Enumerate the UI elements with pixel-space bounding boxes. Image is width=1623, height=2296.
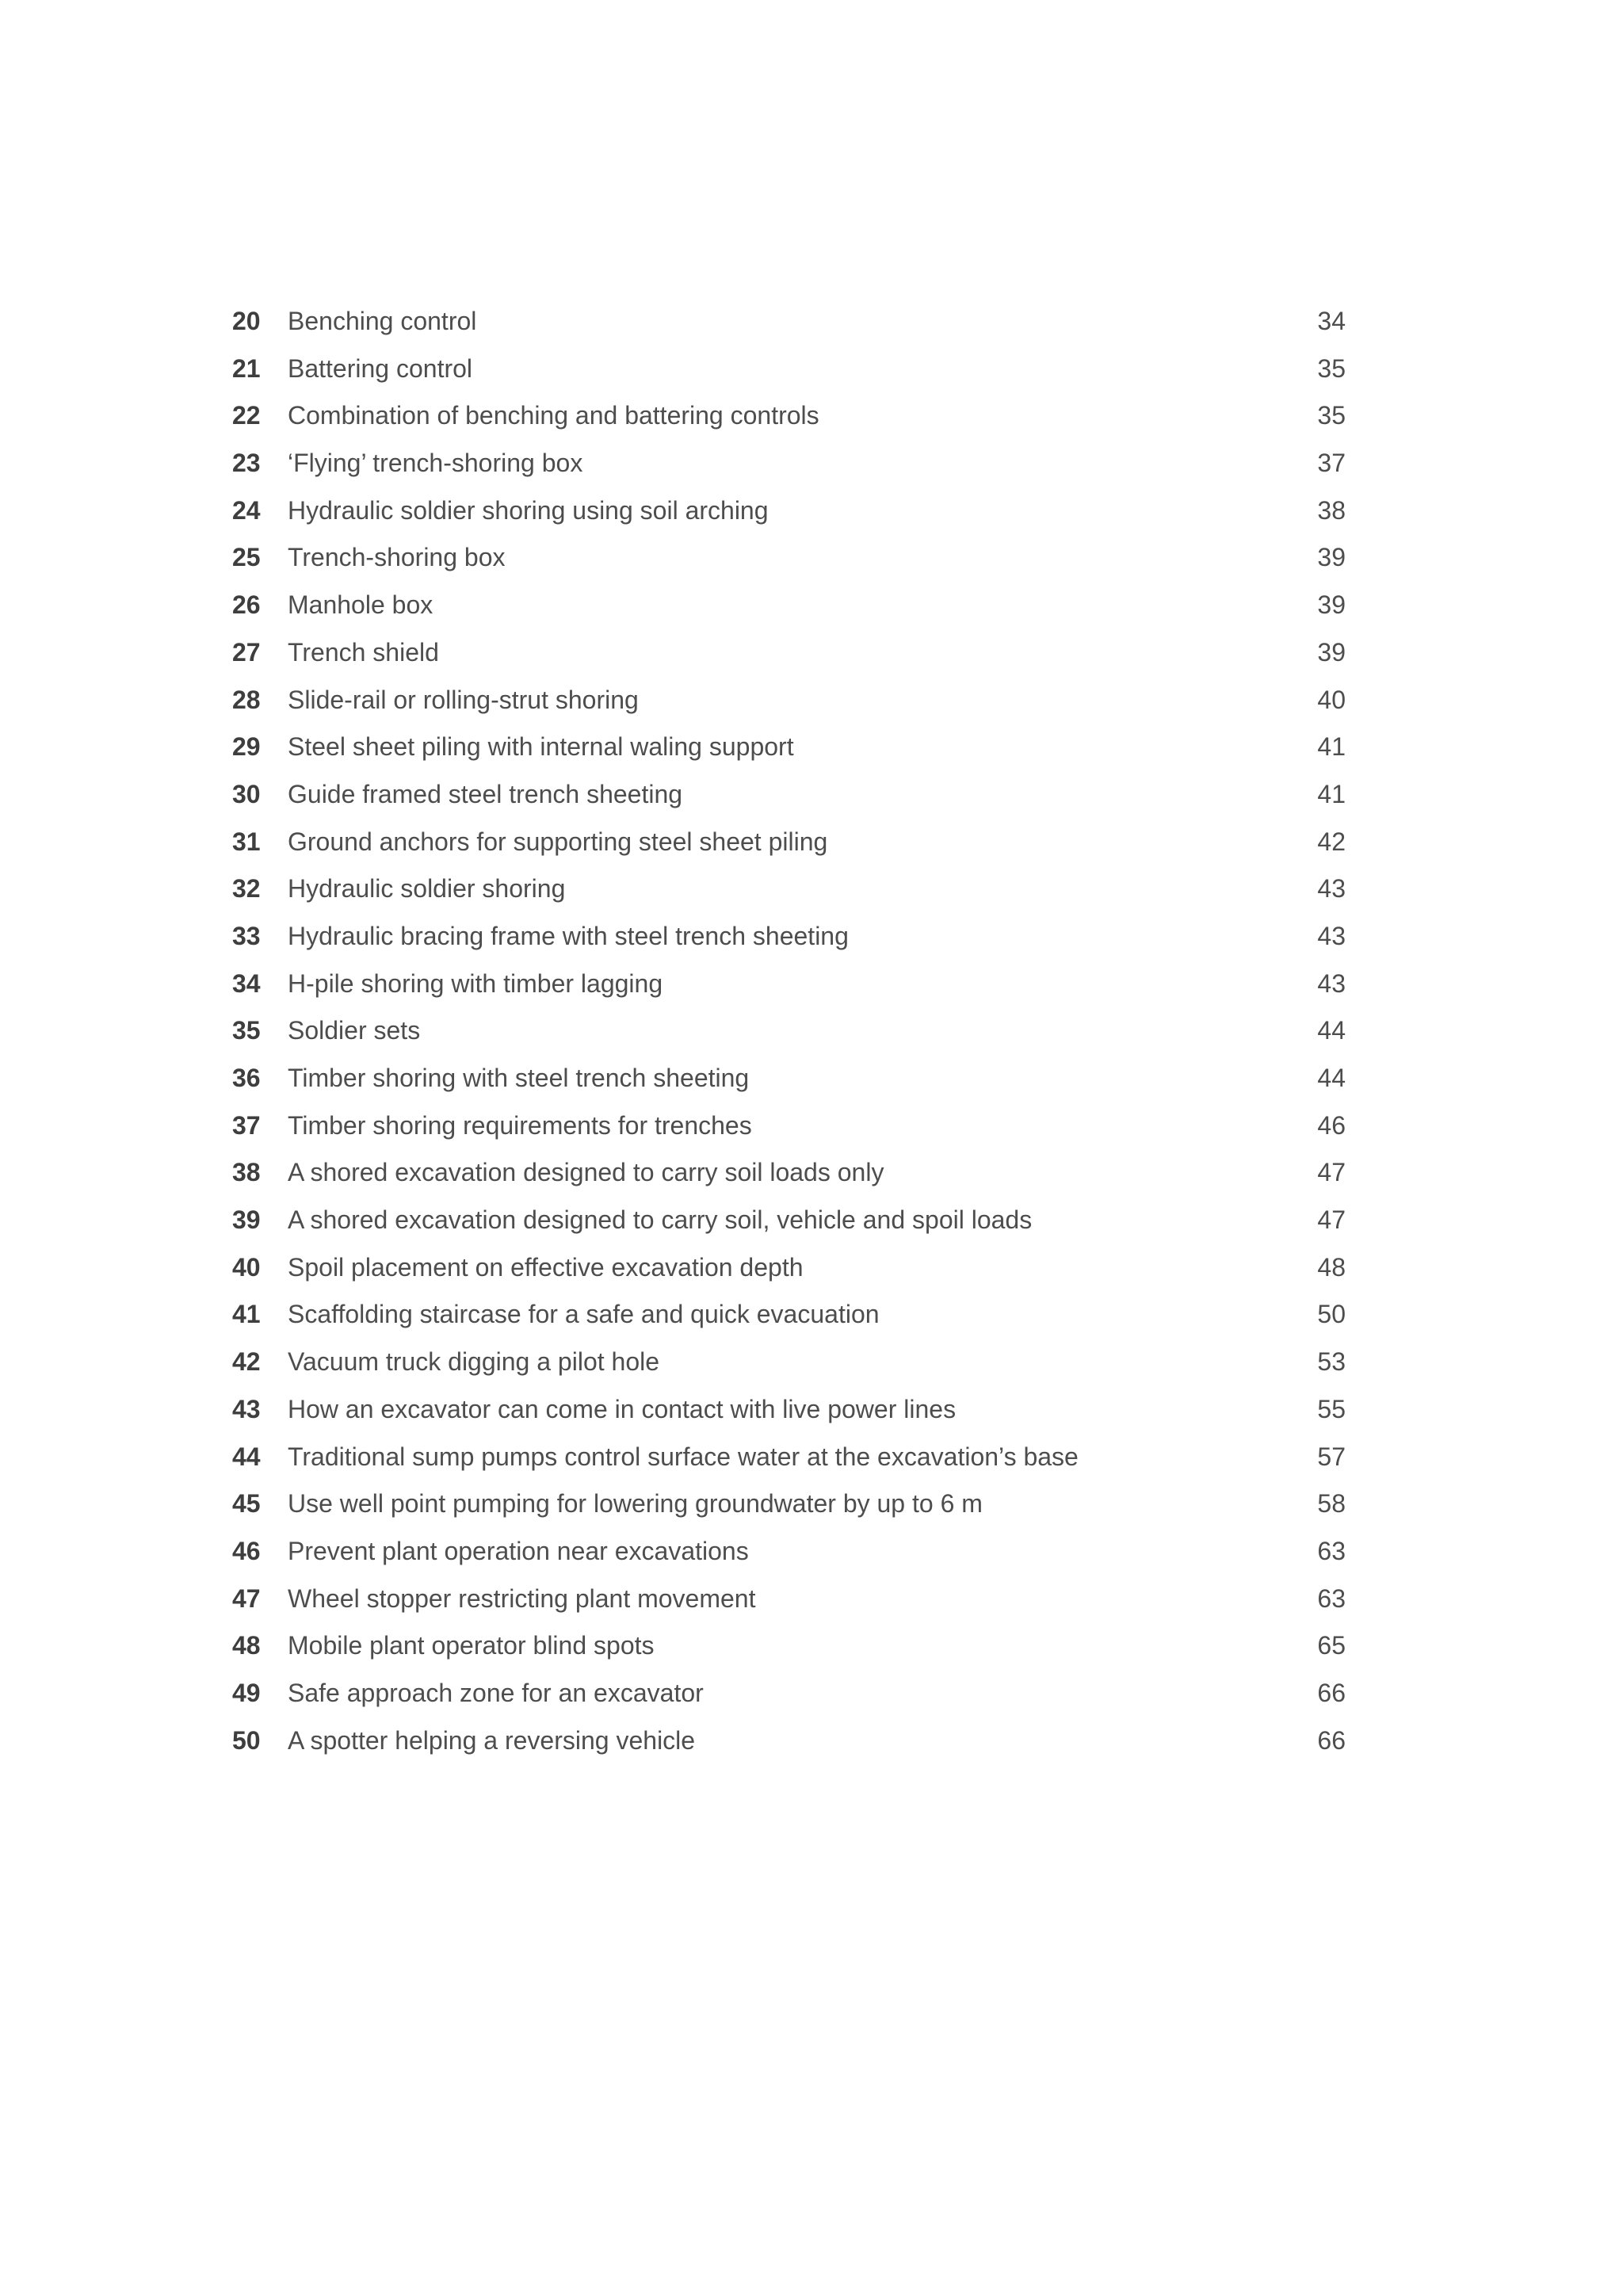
figure-number: 23 (232, 449, 261, 478)
toc-entry[interactable] (232, 1576, 1346, 1623)
toc-entry[interactable] (232, 724, 1346, 771)
toc-entry[interactable] (232, 1528, 1346, 1576)
figure-number: 40 (232, 1252, 261, 1282)
figure-number: 34 (232, 968, 261, 998)
figure-title: Slide-rail or rolling-strut shoring (288, 685, 639, 714)
figure-number: 21 (232, 353, 261, 383)
figure-title: H-pile shoring with timber lagging (288, 968, 663, 998)
figure-number: 29 (232, 732, 261, 762)
figure-list (232, 298, 1346, 1764)
figure-title: Soldier sets (288, 1016, 421, 1045)
figure-number: 25 (232, 543, 261, 572)
figure-title: Timber shoring requirements for trenches (288, 1110, 752, 1140)
figure-number: 44 (232, 1442, 261, 1471)
figure-title: Guide framed steel trench sheeting (288, 779, 683, 808)
figure-number: 27 (232, 637, 261, 667)
toc-entry[interactable] (232, 1102, 1346, 1150)
figure-number: 30 (232, 779, 261, 808)
page-number: 37 (1317, 449, 1346, 478)
figure-title: Use well point pumping for lowering groundwater by up to 6 m (288, 1489, 983, 1519)
page-number: 46 (1317, 1110, 1346, 1140)
figure-number: 37 (232, 1110, 261, 1140)
toc-entry[interactable] (232, 346, 1346, 393)
toc-entry[interactable] (232, 1149, 1346, 1197)
page-number: 42 (1317, 827, 1346, 856)
figure-title: Benching control (288, 307, 477, 335)
figure-number: 42 (232, 1347, 261, 1377)
figure-number: 45 (232, 1489, 261, 1519)
figure-title: How an excavator can come in contact with live power lines (288, 1394, 957, 1423)
page-number: 35 (1317, 401, 1346, 430)
figure-title: A shored excavation designed to carry soil, vehicle and spoil loads (288, 1205, 1033, 1235)
toc-entry[interactable] (232, 1055, 1346, 1102)
toc-entry[interactable] (232, 865, 1346, 913)
figure-number: 41 (232, 1300, 261, 1329)
toc-entry[interactable] (232, 1434, 1346, 1481)
toc-entry[interactable] (232, 1717, 1346, 1765)
figure-number: 20 (232, 307, 261, 335)
page-number: 35 (1317, 353, 1346, 383)
figure-title: Trench shield (288, 637, 439, 667)
figure-number: 28 (232, 685, 261, 714)
page-number: 63 (1317, 1536, 1346, 1565)
figure-number: 24 (232, 495, 261, 525)
figure-number: 26 (232, 590, 261, 620)
figure-title: Hydraulic bracing frame with steel trench sheeting (288, 921, 849, 950)
figure-title: Prevent plant operation near excavations (288, 1536, 749, 1565)
toc-entry[interactable] (232, 1622, 1346, 1670)
page-number: 48 (1317, 1252, 1346, 1282)
toc-entry[interactable] (232, 298, 1346, 346)
page-number: 39 (1317, 590, 1346, 620)
figure-title: Traditional sump pumps control surface water at the excavation’s base (288, 1442, 1079, 1471)
toc-entry[interactable] (232, 1339, 1346, 1386)
page-number: 58 (1317, 1489, 1346, 1519)
page-number: 43 (1317, 874, 1346, 904)
page-number: 65 (1317, 1631, 1346, 1660)
toc-entry[interactable] (232, 913, 1346, 961)
page-number: 43 (1317, 968, 1346, 998)
toc-entry[interactable] (232, 440, 1346, 487)
figure-number: 49 (232, 1678, 261, 1707)
figure-title: Spoil placement on effective excavation depth (288, 1252, 804, 1282)
figure-number: 43 (232, 1394, 261, 1423)
toc-entry[interactable] (232, 677, 1346, 724)
page-number: 50 (1317, 1300, 1346, 1329)
page-number: 41 (1317, 732, 1346, 762)
figure-number: 32 (232, 874, 261, 904)
toc-entry[interactable] (232, 392, 1346, 440)
figure-number: 47 (232, 1584, 261, 1613)
page-number: 43 (1317, 921, 1346, 950)
toc-entry[interactable] (232, 771, 1346, 819)
page-number: 44 (1317, 1016, 1346, 1045)
toc-entry[interactable] (232, 1386, 1346, 1434)
toc-entry[interactable] (232, 819, 1346, 866)
figure-title: A spotter helping a reversing vehicle (288, 1725, 696, 1755)
figure-number: 39 (232, 1205, 261, 1235)
figure-title: Timber shoring with steel trench sheeting (288, 1064, 750, 1092)
figure-number: 31 (232, 827, 261, 856)
page-number: 47 (1317, 1158, 1346, 1187)
page-number: 63 (1317, 1584, 1346, 1613)
figure-title: Battering control (288, 353, 473, 383)
page-number: 44 (1317, 1064, 1346, 1092)
figure-number: 35 (232, 1016, 261, 1045)
figure-number: 50 (232, 1725, 261, 1755)
figure-title: Mobile plant operator blind spots (288, 1631, 655, 1660)
page-number: 66 (1317, 1678, 1346, 1707)
figure-title: Trench-shoring box (288, 543, 506, 572)
page-number: 66 (1317, 1725, 1346, 1755)
figure-title: Scaffolding staircase for a safe and quick evacuation (288, 1300, 880, 1329)
page-number: 39 (1317, 637, 1346, 667)
toc-entry[interactable] (232, 961, 1346, 1008)
toc-entry[interactable] (232, 582, 1346, 629)
page-number: 40 (1317, 685, 1346, 714)
page-number: 57 (1317, 1442, 1346, 1471)
figure-title: Combination of benching and battering controls (288, 401, 819, 430)
page-number: 38 (1317, 495, 1346, 525)
figure-number: 46 (232, 1536, 261, 1565)
toc-entry[interactable] (232, 1007, 1346, 1055)
toc-entry[interactable] (232, 487, 1346, 535)
toc-entry[interactable] (232, 1244, 1346, 1292)
figure-title: Steel sheet piling with internal waling support (288, 732, 794, 762)
figure-title: Safe approach zone for an excavator (288, 1678, 704, 1707)
toc-entry[interactable] (232, 534, 1346, 582)
page-number: 47 (1317, 1205, 1346, 1235)
toc-entry[interactable] (232, 1480, 1346, 1528)
page-number: 34 (1317, 307, 1346, 335)
figure-title: A shored excavation designed to carry soil loads only (288, 1158, 884, 1187)
figure-number: 38 (232, 1158, 261, 1187)
figure-title: Hydraulic soldier shoring using soil arching (288, 495, 769, 525)
figure-title: Vacuum truck digging a pilot hole (288, 1347, 660, 1377)
figure-title: Ground anchors for supporting steel sheet piling (288, 827, 828, 856)
page-number: 53 (1317, 1347, 1346, 1377)
figure-title: Wheel stopper restricting plant movement (288, 1584, 756, 1613)
toc-entry[interactable] (232, 1291, 1346, 1339)
toc-entry[interactable] (232, 1197, 1346, 1244)
figure-number: 33 (232, 921, 261, 950)
figure-number: 36 (232, 1064, 261, 1092)
figure-title: ‘Flying’ trench-shoring box (288, 449, 583, 478)
page-number: 55 (1317, 1394, 1346, 1423)
toc-entry[interactable] (232, 629, 1346, 677)
figure-title: Manhole box (288, 590, 433, 620)
figure-title: Hydraulic soldier shoring (288, 874, 566, 904)
toc-entry[interactable] (232, 1670, 1346, 1717)
figure-number: 22 (232, 401, 261, 430)
page-number: 39 (1317, 543, 1346, 572)
page-number: 41 (1317, 779, 1346, 808)
figure-number: 48 (232, 1631, 261, 1660)
